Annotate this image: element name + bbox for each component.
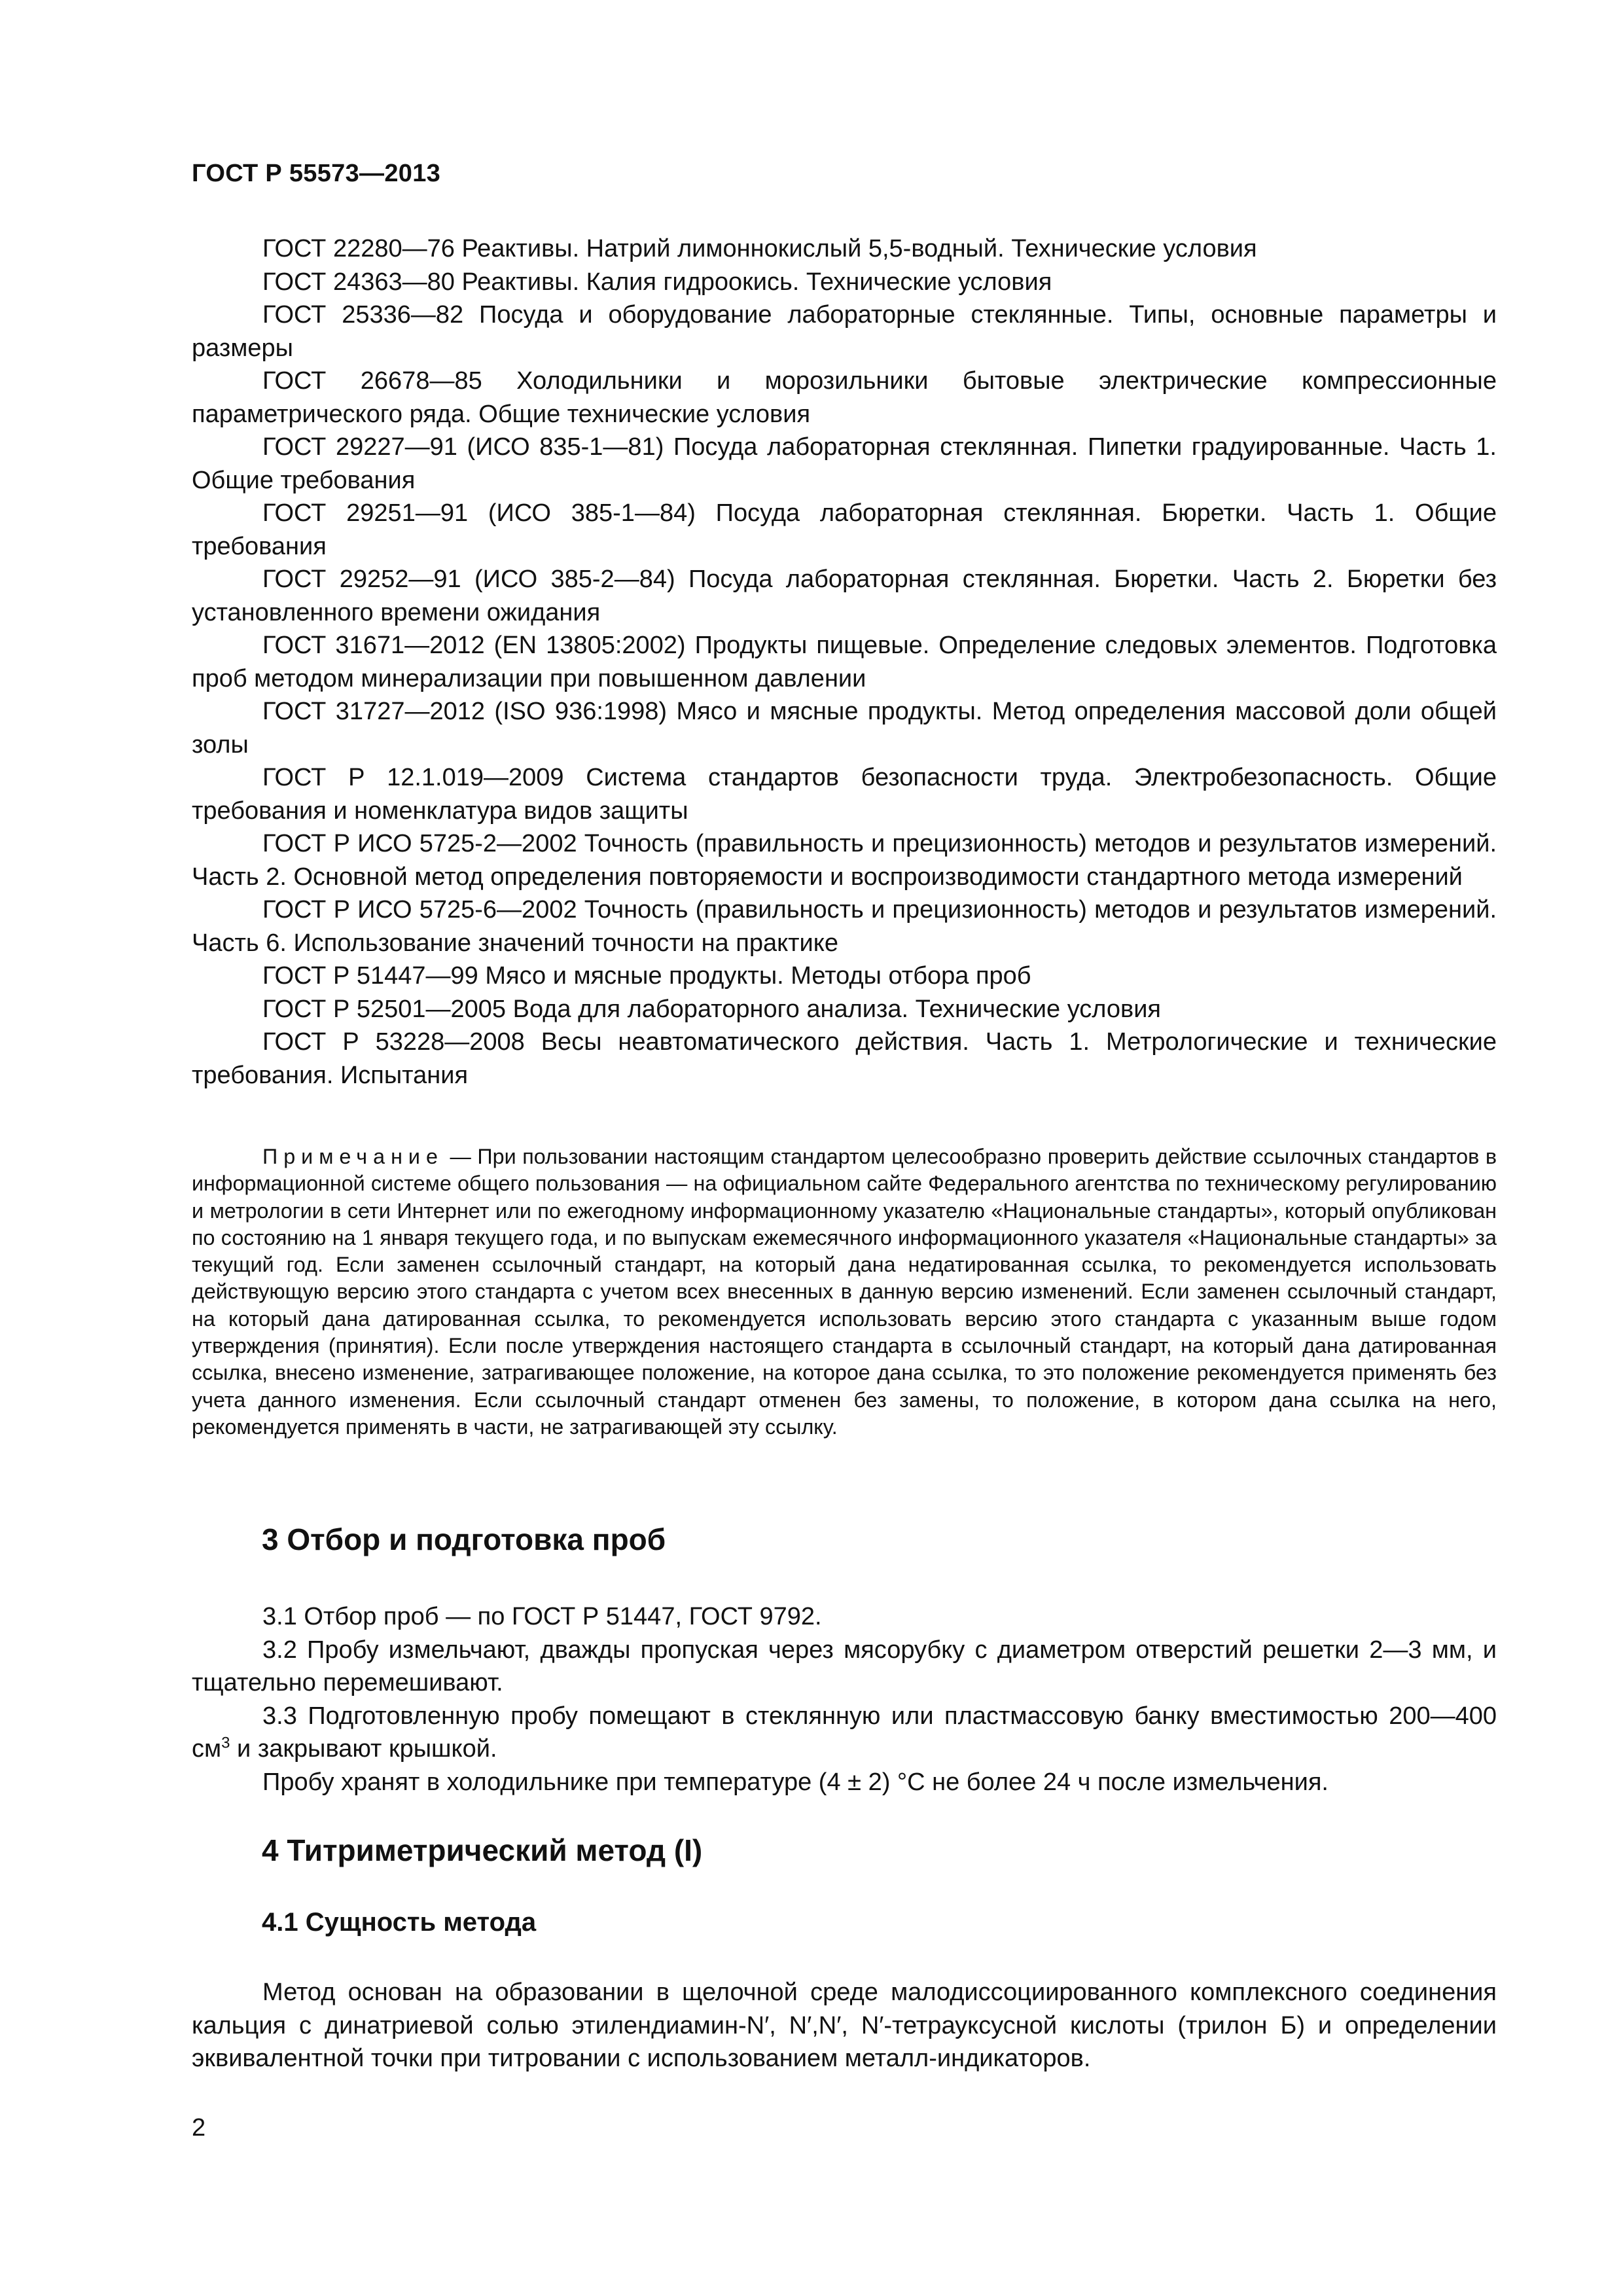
note-label: Примечание bbox=[262, 1145, 444, 1168]
superscript: 3 bbox=[221, 1734, 230, 1752]
section-3-body bbox=[192, 1600, 1497, 1799]
note-block bbox=[192, 1143, 1497, 1441]
clause-3-3-tail: и закрывают крышкой. bbox=[230, 1735, 497, 1763]
reference-item: ГОСТ Р 12.1.019—2009 Система стандартов безопасности труда. Электробезопасность. Общие требования и номенклатура видов защиты bbox=[192, 764, 1497, 825]
normative-references-list bbox=[192, 232, 1497, 1092]
page-number: 2 bbox=[192, 2114, 206, 2142]
reference-item: ГОСТ 24363—80 Реактивы. Калия гидроокись. Технические условия bbox=[262, 268, 1052, 296]
reference-item: ГОСТ 26678—85 Холодильники и морозильники бытовые электрические компрессионные параметрического ряда. Общие технические условия bbox=[192, 367, 1497, 428]
reference-item: ГОСТ Р ИСО 5725-6—2002 Точность (правильность и прецизионность) методов и результатов измерений. Часть 6. Использование значений точности на практике bbox=[192, 896, 1497, 957]
section-4-heading: 4 Титриметрический метод (I) bbox=[262, 1833, 703, 1867]
reference-item: ГОСТ 31671—2012 (EN 13805:2002) Продукты пищевые. Определение следовых элементов. Подготовка проб методом минерализации при повышенном давлении bbox=[192, 632, 1497, 692]
note-text: — При пользовании настоящим стандартом целесообразно проверить действие ссылочных стандартов в информационной системе общего пользования — на официальном сайте Федерального агентства по техническому регулированию и метрологии в сети Интернет или по ежегодному информационному указателю «Национальные стандарты», который опубликован по состоянию на 1 января текущего года, и по выпускам ежемесячного информационного указателя «Национальные стандарты» за текущий год. Если заменен ссылочный стандарт, на который дана недатированная ссылка, то рекомендуется использовать действующую версию этого стандарта с учетом всех внесенных в данную версию изменений. Если заменен ссылочный стандарт, на который дана датированная ссылка, то рекомендуется использовать версию этого стандарта с указанным выше годом утверждения (принятия). Если после утверждения настоящего стандарта в ссылочный стандарт, на который дана датированная ссылка, внесено изменение, затрагивающее положение, на которое дана ссылка, то это положение рекомендуется применять без учета данного изменения. Если ссылочный стандарт отменен без замены, то положение, в котором дана ссылка на него, рекомендуется применять в части, не затрагивающей эту ссылку. bbox=[192, 1145, 1497, 1439]
standard-header: ГОСТ Р 55573—2013 bbox=[192, 160, 441, 187]
section-3-heading: 3 Отбор и подготовка проб bbox=[262, 1522, 666, 1556]
clause-3-3 bbox=[192, 1700, 1497, 1766]
reference-item: ГОСТ Р 53228—2008 Весы неавтоматического действия. Часть 1. Метрологические и технические требования. Испытания bbox=[192, 1028, 1497, 1089]
clause-3-1: 3.1 Отбор проб — по ГОСТ Р 51447, ГОСТ 9792. bbox=[262, 1603, 822, 1630]
reference-item: ГОСТ Р ИСО 5725-2—2002 Точность (правильность и прецизионность) методов и результатов измерений. Часть 2. Основной метод определения повторяемости и воспроизводимости стандартного метода измерений bbox=[192, 830, 1497, 891]
reference-item: ГОСТ 29251—91 (ИСО 385-1—84) Посуда лабораторная стеклянная. Бюретки. Часть 1. Общие требования bbox=[192, 499, 1497, 560]
storage-paragraph: Пробу хранят в холодильнике при температуре (4 ± 2) °С не более 24 ч после измельчения. bbox=[262, 1768, 1329, 1796]
reference-item: ГОСТ 29252—91 (ИСО 385-2—84) Посуда лабораторная стеклянная. Бюретки. Часть 2. Бюретки без установленного времени ожидания bbox=[192, 565, 1497, 626]
clause-3-2: 3.2 Пробу измельчают, дважды пропуская через мясорубку с диаметром отверстий решетки 2—3 мм, и тщательно перемешивают. bbox=[192, 1636, 1497, 1696]
section-4-1-body bbox=[192, 1976, 1497, 2075]
reference-item: ГОСТ Р 51447—99 Мясо и мясные продукты. Методы отбора проб bbox=[262, 962, 1031, 990]
reference-item: ГОСТ 25336—82 Посуда и оборудование лабораторные стеклянные. Типы, основные параметры и размеры bbox=[192, 301, 1497, 362]
clause-3-3-text: 3.3 Подготовленную пробу помещают в стеклянную или пластмассовую банку вместимостью 200—400 см bbox=[192, 1702, 1497, 1763]
reference-item: ГОСТ 31727—2012 (ISO 936:1998) Мясо и мясные продукты. Метод определения массовой доли общей золы bbox=[192, 698, 1497, 759]
reference-item: ГОСТ Р 52501—2005 Вода для лабораторного анализа. Технические условия bbox=[262, 995, 1162, 1023]
reference-item: ГОСТ 22280—76 Реактивы. Натрий лимоннокислый 5,5-водный. Технические условия bbox=[262, 235, 1257, 262]
note-paragraph bbox=[192, 1143, 1497, 1441]
reference-item: ГОСТ 29227—91 (ИСО 835-1—81) Посуда лабораторная стеклянная. Пипетки градуированные. Часть 1. Общие требования bbox=[192, 433, 1497, 494]
method-principle-paragraph: Метод основан на образовании в щелочной среде малодиссоциированного комплексного соединения кальция с динатриевой солью этилендиамин-N′, N′,N′, N′-тетрауксусной кислоты (трилон Б) и определении эквивалентной точки при титровании с использованием металл-индикаторов. bbox=[192, 1979, 1497, 2072]
subsection-4-1-heading: 4.1 Сущность метода bbox=[262, 1908, 537, 1937]
